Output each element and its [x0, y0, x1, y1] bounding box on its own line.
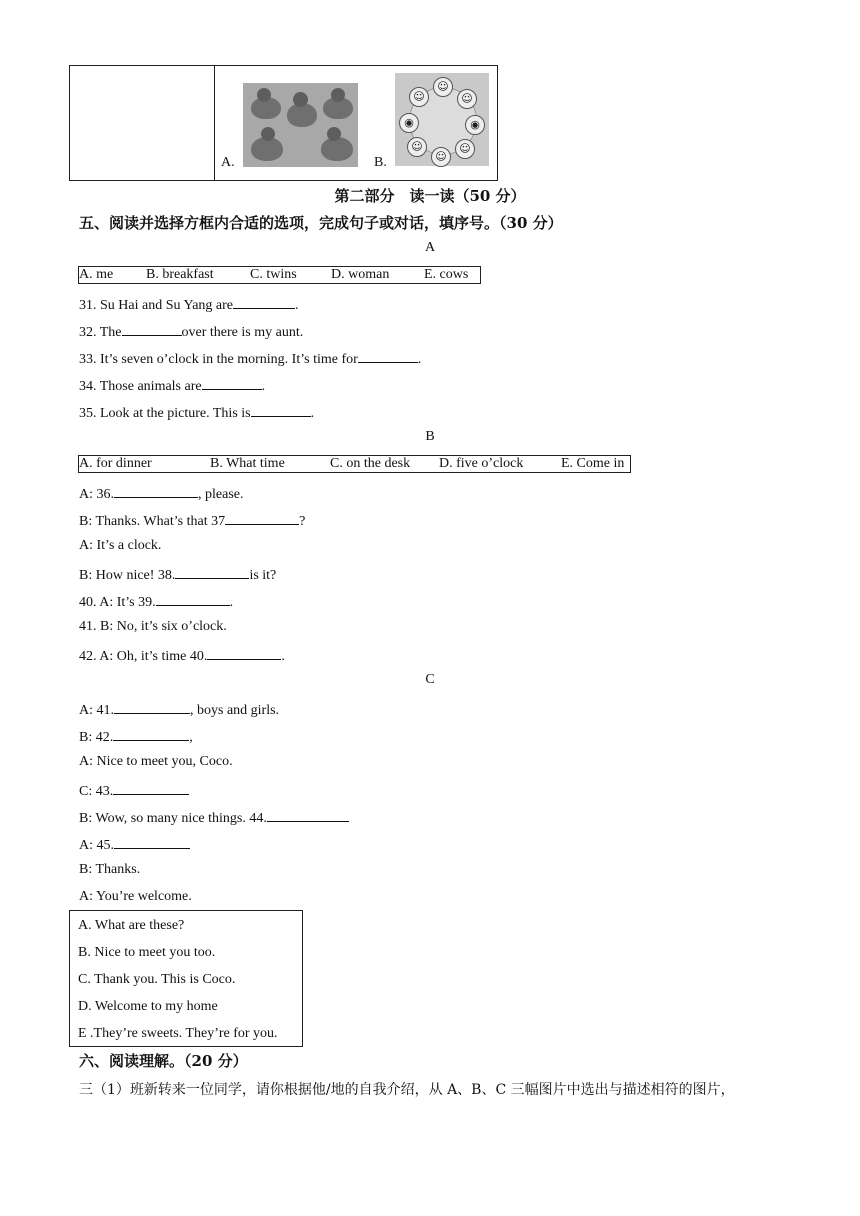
answer-blank[interactable]	[267, 807, 349, 822]
dialogue-c-line: B: Thanks.	[79, 862, 141, 877]
section-six-heading: 六、阅读理解。（20 分）	[79, 1052, 248, 1070]
part-c-option: E .They’re sweets. They’re for you.	[78, 1026, 278, 1041]
answer-blank[interactable]	[207, 645, 281, 660]
answer-blank[interactable]	[114, 699, 190, 714]
option-a-label: A.	[221, 155, 235, 170]
part-c-option: B. Nice to meet you too.	[78, 945, 216, 960]
answer-blank[interactable]	[113, 726, 189, 741]
part-b-option: B. What time	[210, 456, 285, 471]
answer-blank[interactable]	[122, 321, 182, 336]
ducks-image	[243, 83, 358, 167]
part-a-option: C. twins	[250, 267, 297, 282]
answer-blank[interactable]	[175, 564, 249, 579]
section-six-intro: 三（1）班新转来一位同学，请你根据他/地的自我介绍，从 A、B、C 三幅图片中选出与描述相符的图片，	[79, 1082, 735, 1098]
question-33: 33. It’s seven o’clock in the morning. It’s time for .	[79, 348, 421, 369]
question-34: 34. Those animals are .	[79, 375, 265, 396]
part-c-option: C. Thank you. This is Coco.	[78, 972, 236, 987]
sweets-plate-image: ☺ ☺ ◉ ☺ ☺ ☺ ◉ ☺	[395, 73, 489, 166]
part-b-option: A. for dinner	[79, 456, 152, 471]
dialogue-c-line: B: 42. ,	[79, 726, 193, 747]
dialogue-b-line: B: How nice! 38. is it?	[79, 564, 276, 585]
answer-blank[interactable]	[114, 834, 190, 849]
question-31: 31. Su Hai and Su Yang are .	[79, 294, 299, 315]
dialogue-b-line: B: Thanks. What’s that 37 ?	[79, 510, 305, 531]
part-b-option: C. on the desk	[330, 456, 411, 471]
part-a-option: B. breakfast	[146, 267, 214, 282]
dialogue-c-line: A: You’re welcome.	[79, 889, 192, 904]
table-divider	[214, 66, 215, 180]
part-b-option: D. five o’clock	[439, 456, 524, 471]
dialogue-c-line: A: 41. , boys and girls.	[79, 699, 279, 720]
part-a-option: A. me	[79, 267, 114, 282]
answer-blank[interactable]	[251, 402, 311, 417]
dialogue-c-line: B: Wow, so many nice things. 44.	[79, 807, 349, 828]
answer-blank[interactable]	[156, 591, 230, 606]
answer-blank[interactable]	[114, 483, 198, 498]
answer-blank[interactable]	[225, 510, 299, 525]
part-b-option: E. Come in	[561, 456, 625, 471]
answer-blank[interactable]	[358, 348, 418, 363]
dialogue-c-line: C: 43.	[79, 780, 189, 801]
answer-blank[interactable]	[202, 375, 262, 390]
dialogue-c-line: A: Nice to meet you, Coco.	[79, 754, 233, 769]
part-a-option: E. cows	[424, 267, 469, 282]
question-35: 35. Look at the picture. This is .	[79, 402, 314, 423]
answer-blank[interactable]	[113, 780, 189, 795]
question-32: 32. The over there is my aunt.	[79, 321, 303, 342]
part-a-option: D. woman	[331, 267, 390, 282]
dialogue-b-line: 42. A: Oh, it’s time 40. .	[79, 645, 285, 666]
part-b-label: B	[425, 429, 435, 444]
part-c-option: D. Welcome to my home	[78, 999, 218, 1014]
part-c-option: A. What are these?	[78, 918, 185, 933]
dialogue-c-line: A: 45.	[79, 834, 190, 855]
section-five-heading: 五、阅读并选择方框内合适的选项，完成句子或对话，填序号。（30 分）	[79, 214, 563, 232]
option-b-label: B.	[374, 155, 387, 170]
part-two-title: 第二部分 读一读（50 分）	[334, 187, 526, 205]
dialogue-b-line: A: It’s a clock.	[79, 538, 162, 553]
part-c-label: C	[425, 672, 435, 687]
part-a-label: A	[424, 240, 436, 255]
part-c-options-box	[69, 910, 303, 1047]
dialogue-b-line: 41. B: No, it’s six o’clock.	[79, 619, 227, 634]
answer-blank[interactable]	[233, 294, 295, 309]
part-b-options-box	[78, 455, 631, 473]
dialogue-b-line: A: 36. , please.	[79, 483, 243, 504]
part-a-options-box	[78, 266, 481, 284]
dialogue-b-line: 40. A: It’s 39. .	[79, 591, 233, 612]
